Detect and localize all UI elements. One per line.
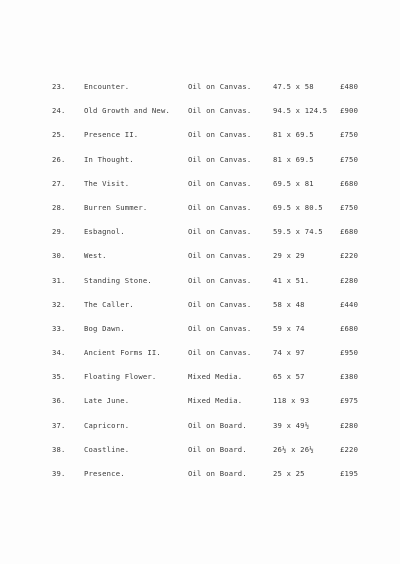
item-title: Capricorn. xyxy=(84,420,130,430)
item-medium: Oil on Canvas. xyxy=(188,178,252,188)
item-title: Burren Summer. xyxy=(84,202,148,212)
item-title: In Thought. xyxy=(84,154,134,164)
item-price: £280 xyxy=(340,420,359,430)
item-price: £750 xyxy=(340,202,359,212)
item-size: 41 x 51. xyxy=(273,275,310,285)
item-number: 23. xyxy=(52,82,66,91)
price-list xyxy=(0,78,400,489)
item-medium: Oil on Canvas. xyxy=(188,130,252,140)
item-number: 33. xyxy=(52,323,66,333)
item-number: 34. xyxy=(52,348,66,358)
item-title: Encounter. xyxy=(84,82,130,91)
item-medium: Oil on Board. xyxy=(188,420,247,430)
item-size: 74 x 97 xyxy=(273,348,305,358)
item-price: £220 xyxy=(340,444,359,454)
list-item xyxy=(0,126,400,150)
item-title: Standing Stone. xyxy=(84,275,152,285)
list-item xyxy=(0,441,400,465)
list-item xyxy=(0,392,400,416)
item-number: 35. xyxy=(52,372,66,382)
item-size: 29 x 29 xyxy=(273,251,305,261)
item-title: Ancient Forms II. xyxy=(84,348,161,358)
item-number: 36. xyxy=(52,396,66,406)
item-number: 29. xyxy=(52,227,66,237)
item-size: 59.5 x 74.5 xyxy=(273,227,323,237)
item-price: £280 xyxy=(340,275,359,285)
item-medium: Oil on Canvas. xyxy=(188,323,252,333)
item-size: 118 x 93 xyxy=(273,396,310,406)
item-title: West. xyxy=(84,251,107,261)
item-medium: Oil on Canvas. xyxy=(188,154,252,164)
item-medium: Oil on Canvas. xyxy=(188,275,252,285)
item-price: £195 xyxy=(340,469,359,478)
item-price: £480 xyxy=(340,82,359,91)
item-medium: Oil on Canvas. xyxy=(188,82,252,91)
item-size: 59 x 74 xyxy=(273,323,305,333)
item-size: 81 x 69.5 xyxy=(273,130,314,140)
item-price: £220 xyxy=(340,251,359,261)
item-price: £975 xyxy=(340,396,359,406)
item-title: The Caller. xyxy=(84,299,134,309)
list-item xyxy=(0,199,400,223)
item-title: Late June. xyxy=(84,396,130,406)
item-medium: Mixed Media. xyxy=(188,372,243,382)
item-title: Presence II. xyxy=(84,130,139,140)
item-number: 25. xyxy=(52,130,66,140)
item-price: £750 xyxy=(340,154,359,164)
item-size: 69.5 x 81 xyxy=(273,178,314,188)
item-size: 26½ x 26½ xyxy=(273,444,314,454)
item-medium: Oil on Canvas. xyxy=(188,106,252,116)
item-size: 81 x 69.5 xyxy=(273,154,314,164)
item-size: 65 x 57 xyxy=(273,372,305,382)
item-title: Coastline. xyxy=(84,444,130,454)
item-size: 47.5 x 58 xyxy=(273,82,314,91)
list-item xyxy=(0,296,400,320)
item-size: 69.5 x 80.5 xyxy=(273,202,323,212)
item-number: 28. xyxy=(52,202,66,212)
item-size: 58 x 48 xyxy=(273,299,305,309)
item-medium: Oil on Canvas. xyxy=(188,227,252,237)
item-size: 25 x 25 xyxy=(273,469,305,478)
item-number: 31. xyxy=(52,275,66,285)
item-price: £440 xyxy=(340,299,359,309)
item-number: 30. xyxy=(52,251,66,261)
item-number: 37. xyxy=(52,420,66,430)
list-item xyxy=(0,368,400,392)
item-size: 94.5 x 124.5 xyxy=(273,106,328,116)
item-title: Esbagnol. xyxy=(84,227,125,237)
list-item xyxy=(0,247,400,271)
item-price: £750 xyxy=(340,130,359,140)
item-price: £680 xyxy=(340,323,359,333)
item-number: 39. xyxy=(52,469,66,478)
item-price: £900 xyxy=(340,106,359,116)
list-item xyxy=(0,223,400,247)
item-title: Old Growth and New. xyxy=(84,106,171,116)
list-item xyxy=(0,78,400,102)
list-item xyxy=(0,102,400,126)
list-item xyxy=(0,344,400,368)
item-title: Floating Flower. xyxy=(84,372,157,382)
item-number: 24. xyxy=(52,106,66,116)
item-price: £380 xyxy=(340,372,359,382)
item-medium: Oil on Canvas. xyxy=(188,299,252,309)
item-medium: Oil on Canvas. xyxy=(188,348,252,358)
list-item xyxy=(0,272,400,296)
item-number: 38. xyxy=(52,444,66,454)
item-medium: Oil on Board. xyxy=(188,469,247,478)
item-size: 39 x 49½ xyxy=(273,420,310,430)
item-title: The Visit. xyxy=(84,178,130,188)
list-item xyxy=(0,175,400,199)
item-number: 27. xyxy=(52,178,66,188)
list-item xyxy=(0,465,400,489)
item-medium: Oil on Canvas. xyxy=(188,202,252,212)
item-medium: Mixed Media. xyxy=(188,396,243,406)
item-price: £680 xyxy=(340,178,359,188)
item-number: 32. xyxy=(52,299,66,309)
list-item xyxy=(0,417,400,441)
item-number: 26. xyxy=(52,154,66,164)
item-title: Presence. xyxy=(84,469,125,478)
item-price: £950 xyxy=(340,348,359,358)
item-medium: Oil on Board. xyxy=(188,444,247,454)
list-item xyxy=(0,320,400,344)
item-title: Bog Dawn. xyxy=(84,323,125,333)
list-item xyxy=(0,151,400,175)
item-price: £680 xyxy=(340,227,359,237)
item-medium: Oil on Canvas. xyxy=(188,251,252,261)
